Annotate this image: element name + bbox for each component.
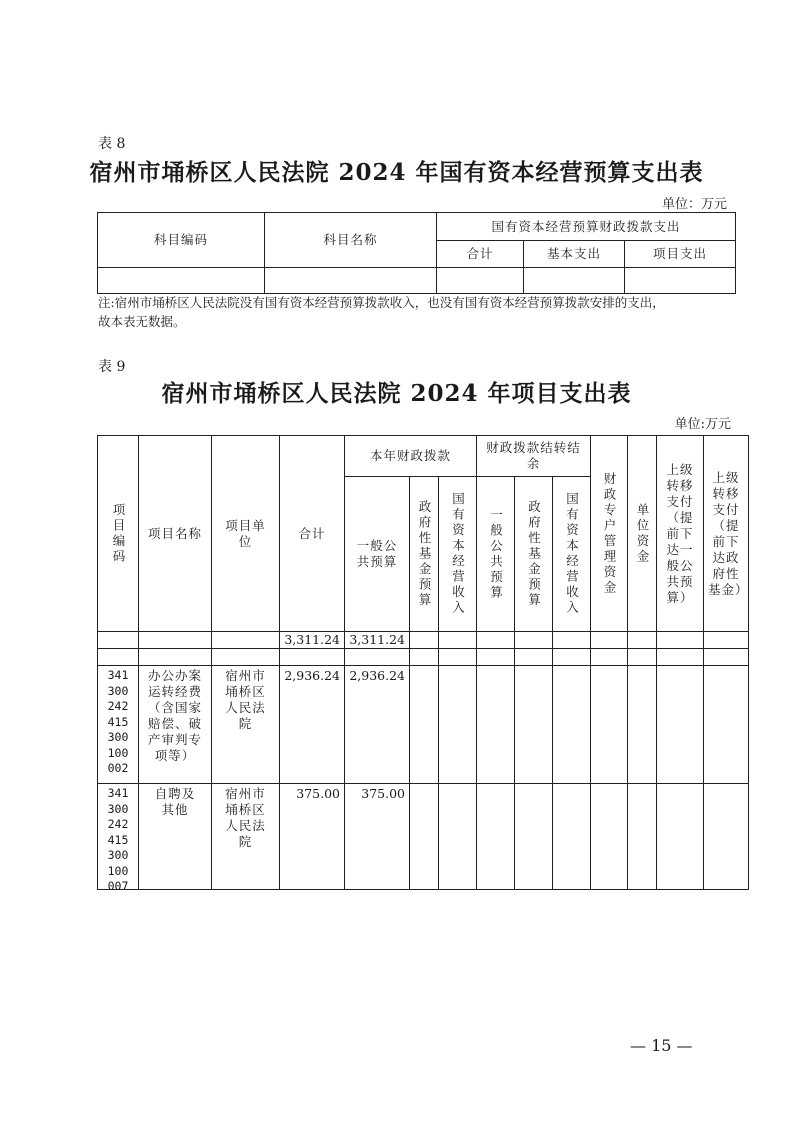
table9-unit: 单位:万元	[674, 417, 731, 432]
table9-row1-total: 2,936.24	[284, 668, 340, 683]
table8-header-subject-code: 科目编码	[153, 232, 208, 247]
table9-header-carry-gov-fund: 政府性基金预算	[526, 499, 542, 609]
table9-row-total-total: 3,311.24	[284, 632, 340, 647]
table8-label: 表 8	[98, 136, 126, 152]
table9-row1-general: 2,936.24	[349, 668, 405, 683]
table9-row2-code: 341 300 242 415 300 100 007	[107, 786, 129, 893]
table8-header-group: 国有资本经营预算财政拨款支出	[491, 218, 681, 234]
table9-header-unit: 项目单位	[225, 517, 266, 549]
table9-row2-general: 375.00	[361, 786, 405, 801]
table8-title: 宿州市埇桥区人民法院 2024 年国有资本经营预算支出表	[89, 159, 704, 186]
table9-header-carry-state-capital: 国有资本经营收入	[564, 492, 580, 616]
table9-header-upper-gov-fund: 上级转移支付（提前下达政府性基金）	[708, 469, 749, 597]
table8-header-total: 合计	[466, 246, 494, 261]
table8-header-subject-name: 科目名称	[323, 232, 378, 247]
page-number: — 15 —	[630, 1036, 693, 1055]
table9-header-carry-general: 一般公共预算	[488, 507, 504, 601]
table9-row2-name: 自聘及其他	[154, 786, 196, 817]
table9-row1-unit: 宿州市埇桥区人民法院	[225, 668, 266, 731]
table9-header-state-capital: 国有资本经营收入	[450, 492, 466, 616]
table9-row-total-general: 3,311.24	[349, 632, 405, 647]
table9-title: 宿州市埇桥区人民法院 2024 年项目支出表	[161, 380, 632, 407]
table8-header-project: 项目支出	[652, 246, 707, 261]
table8-header-basic: 基本支出	[546, 246, 601, 261]
table9-header-carry-group: 财政拨款结转结余	[486, 440, 581, 471]
table8-unit: 单位：万元	[661, 197, 727, 212]
table9-header-general: 一般公共预算	[356, 538, 398, 569]
table9-row2-total: 375.00	[296, 786, 340, 801]
table9-label: 表 9	[98, 359, 126, 375]
table9-header-code: 项目编码	[111, 502, 126, 565]
table9-row2-unit: 宿州市埇桥区人民法院	[225, 786, 266, 849]
table9-header-gov-fund: 政府性基金预算	[417, 499, 432, 609]
table8-note-line2: 故本表无数据。	[98, 314, 186, 329]
table9-header-name: 项目名称	[147, 525, 202, 541]
table9-header-current-group: 本年财政拨款	[369, 448, 451, 463]
table9-header-total: 合计	[298, 525, 326, 541]
table9-header-special-fund: 财政专户管理资金	[602, 471, 617, 596]
table9-row1-code: 341 300 242 415 300 100 002	[107, 668, 129, 775]
table9-header-upper-general: 上级转移支付（提前下达一般公共预算）	[666, 461, 694, 605]
table8-note-line1: 注:宿州市埇桥区人民法院没有国有资本经营预算拨款收入，也没有国有资本经营预算拨款安排的支出，	[98, 295, 665, 310]
table9-row1-name: 办公办案运转经费（含国家赔偿、破产审判专项等）	[147, 668, 202, 763]
table9-header-unit-fund: 单位资金	[635, 502, 650, 565]
